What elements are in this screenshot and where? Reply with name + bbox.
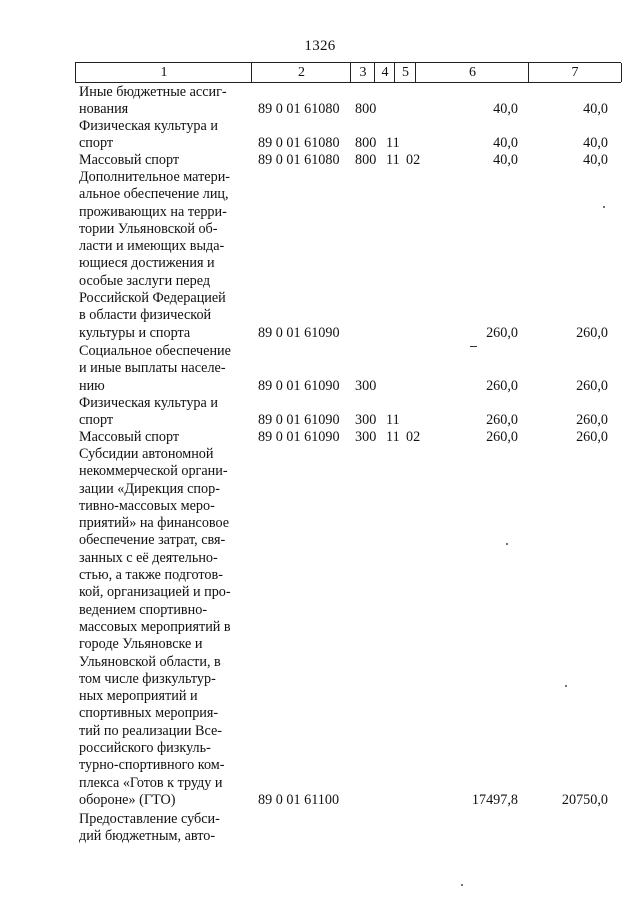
- row-name-line: ведением спортивно-: [79, 601, 208, 618]
- row-value-7: 20750,0: [561, 792, 608, 808]
- row-value-7: 40,0: [583, 135, 608, 152]
- header-col-2: 2: [251, 63, 351, 82]
- row-name-line: турно-спортивного ком-: [79, 757, 225, 774]
- header-col-5: 5: [394, 63, 416, 82]
- header-col-6: 6: [415, 63, 529, 82]
- row-name-line: и иные выплаты населе-: [79, 360, 226, 377]
- row-code: 89 0 01 61090: [258, 412, 340, 429]
- row-name: [79, 169, 248, 342]
- row-value-6: 260,0: [486, 412, 518, 429]
- row-col-5: 02: [406, 152, 421, 168]
- row-value-7: 260,0: [576, 377, 608, 394]
- row-name-line: Физическая культура и: [79, 395, 218, 411]
- row-name-line: тивно-массовых меро-: [79, 497, 215, 514]
- row-name-line: стью, а также подготов-: [79, 567, 223, 584]
- row-code: 89 0 01 61090: [258, 324, 340, 341]
- row-col-3: 800: [355, 152, 377, 168]
- row-col-4: 11: [386, 152, 400, 168]
- row-value-7: 260,0: [576, 429, 608, 445]
- row-name-line: альное обеспечение лиц,: [79, 186, 229, 203]
- row-name-line: Ульяновской области, в: [79, 653, 221, 670]
- row-name-line: тий по реализации Все-: [79, 722, 223, 739]
- row-name: [79, 118, 248, 153]
- row-col-3: 300: [355, 412, 377, 429]
- row-col-3: 300: [355, 377, 377, 394]
- row-name-line: спортивных мероприя-: [79, 705, 219, 722]
- row-code: 89 0 01 61080: [258, 101, 340, 118]
- scan-dot: [461, 884, 463, 886]
- row-value-6: 40,0: [493, 135, 518, 152]
- row-name: [79, 446, 248, 809]
- row-value-6: 40,0: [493, 152, 518, 168]
- row-name-line: Дополнительное матери-: [79, 169, 231, 185]
- header-col-3: 3: [350, 63, 375, 82]
- row-code: 89 0 01 61090: [258, 429, 340, 445]
- row-col-5: 02: [406, 429, 421, 445]
- row-name: [79, 152, 248, 169]
- page-number: 1326: [304, 38, 336, 54]
- row-name-line: Субсидии автономной: [79, 446, 214, 462]
- row-name-line: приятий» на финансовое: [79, 515, 230, 532]
- row-col-4: 11: [386, 135, 400, 152]
- row-name-line: нию: [79, 377, 105, 394]
- scan-dot: [603, 206, 605, 208]
- row-name-line: обеспечение затрат, свя-: [79, 532, 226, 549]
- row-value-6: 17497,8: [471, 792, 518, 808]
- row-name-line: тории Ульяновской об-: [79, 220, 218, 237]
- row-value-6: 40,0: [493, 101, 518, 118]
- row-name: [79, 429, 248, 446]
- row-name: [79, 84, 248, 119]
- row-name-line: Массовый спорт: [79, 429, 180, 445]
- row-value-7: 40,0: [583, 101, 608, 118]
- scan-dot: [565, 685, 567, 687]
- row-name-line: спорт: [79, 135, 114, 152]
- row-value-6: 260,0: [486, 429, 518, 445]
- header-col-7: 7: [528, 63, 622, 82]
- row-name-line: Массовый спорт: [79, 152, 180, 168]
- row-value-6: 260,0: [486, 377, 518, 394]
- row-name-line: культуры и спорта: [79, 324, 191, 341]
- row-col-3: 800: [355, 135, 377, 152]
- row-name-line: массовых мероприятий в: [79, 618, 231, 635]
- row-name-line: городе Ульяновске и: [79, 636, 203, 653]
- row-name-line: проживающих на терри-: [79, 203, 227, 220]
- row-name: [79, 811, 248, 846]
- row-name-line: российского физкуль-: [79, 740, 211, 757]
- row-value-7: 260,0: [576, 324, 608, 341]
- table-header: [75, 62, 621, 83]
- row-name: [79, 343, 248, 395]
- row-col-3: 800: [355, 101, 377, 118]
- row-name-line: Иные бюджетные ассиг-: [79, 84, 227, 100]
- scan-mark: [470, 346, 477, 347]
- row-name-line: ных мероприятий и: [79, 688, 198, 705]
- row-name-line: нования: [79, 101, 129, 118]
- row-name-line: том числе физкультур-: [79, 670, 216, 687]
- row-name-line: ющиеся достижения и: [79, 255, 215, 272]
- row-name-line: ласти и имеющих выда-: [79, 238, 225, 255]
- scan-dot: [506, 543, 508, 545]
- row-col-4: 11: [386, 412, 400, 429]
- row-name-line: спорт: [79, 412, 114, 429]
- row-value-6: 260,0: [486, 324, 518, 341]
- row-name-line: обороне» (ГТО): [79, 791, 176, 808]
- row-name-line: дий бюджетным, авто-: [79, 828, 216, 845]
- row-name-line: особые заслуги перед: [79, 272, 211, 289]
- row-value-7: 260,0: [576, 412, 608, 429]
- row-code: 89 0 01 61080: [258, 135, 340, 152]
- row-col-3: 300: [355, 429, 377, 445]
- row-name-line: Физическая культура и: [79, 118, 218, 134]
- row-code: 89 0 01 61080: [258, 152, 340, 168]
- row-name-line: Предоставление субси-: [79, 811, 220, 827]
- row-name-line: кой, организацией и про-: [79, 584, 231, 601]
- row-value-7: 40,0: [583, 152, 608, 168]
- row-name-line: занных с её деятельно-: [79, 549, 218, 566]
- row-name-line: Социальное обеспечение: [79, 343, 231, 359]
- row-name-line: в области физической: [79, 307, 212, 324]
- header-col-1: 1: [75, 63, 252, 82]
- row-code: 89 0 01 61100: [258, 792, 340, 808]
- row-name-line: плекса «Готов к труду и: [79, 774, 223, 791]
- row-col-4: 11: [386, 429, 400, 445]
- header-col-4: 4: [374, 63, 395, 82]
- row-name-line: Российской Федерацией: [79, 290, 226, 307]
- row-name-line: некоммерческой органи-: [79, 463, 228, 480]
- row-name-line: зации «Дирекция спор-: [79, 480, 220, 497]
- row-code: 89 0 01 61090: [258, 377, 340, 394]
- row-name: [79, 395, 248, 430]
